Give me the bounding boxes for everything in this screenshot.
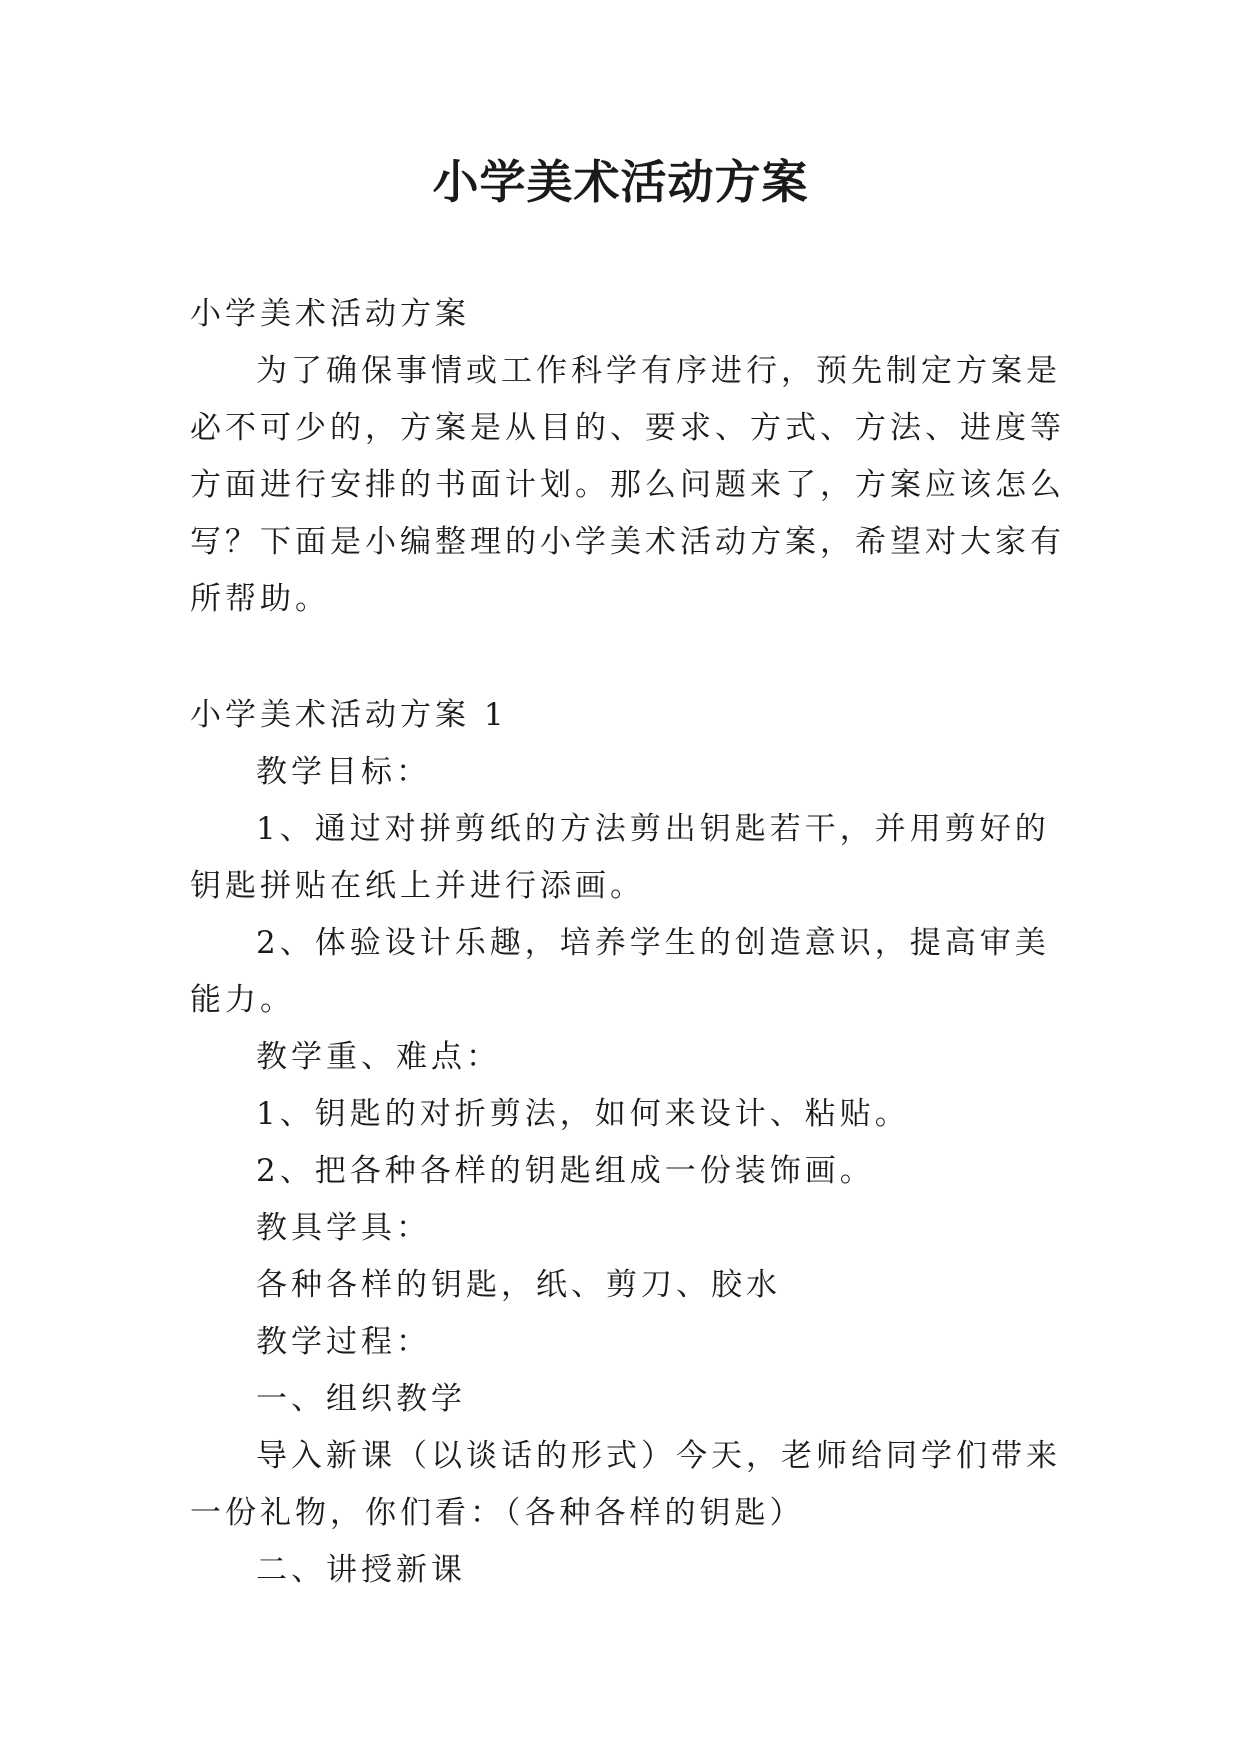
paragraph: 教学重、难点： (256, 1039, 501, 1075)
paragraph: 教学过程： (256, 1324, 431, 1360)
paragraph: 教学目标： (256, 754, 431, 790)
paragraph: 1、通过对拼剪纸的方法剪出钥匙若干，并用剪好的钥匙拼贴在纸上并进行添画。 (190, 811, 1050, 904)
paragraph: 2、把各种各样的钥匙组成一份装饰画。 (256, 1153, 875, 1189)
paragraph-spacer (190, 628, 1070, 687)
paragraph: 二、讲授新课 (256, 1552, 466, 1588)
intro-paragraph: 为了确保事情或工作科学有序进行，预先制定方案是必不可少的，方案是从目的、要求、方式、方法、进度等方面进行安排的书面计划。那么问题来了，方案应该怎么写？下面是小编整理的小学美术活动方案，希望对大家有所帮助。 (190, 353, 1065, 617)
paragraph: 2、体验设计乐趣，培养学生的创造意识，提高审美能力。 (190, 925, 1050, 1018)
paragraph: 1、钥匙的对折剪法，如何来设计、粘贴。 (256, 1096, 910, 1132)
paragraph: 一、组织教学 (256, 1381, 466, 1417)
paragraph: 各种各样的钥匙，纸、剪刀、胶水 (256, 1267, 781, 1303)
paragraph: 导入新课（以谈话的形式）今天，老师给同学们带来一份礼物，你们看：（各种各样的钥匙） (190, 1438, 1061, 1531)
section-heading: 小学美术活动方案 1 (190, 697, 508, 733)
document-title: 小学美术活动方案 (432, 155, 809, 209)
paragraph: 教具学具： (256, 1210, 431, 1246)
document-body (190, 286, 1070, 1599)
doc-subtitle: 小学美术活动方案 (190, 296, 470, 332)
